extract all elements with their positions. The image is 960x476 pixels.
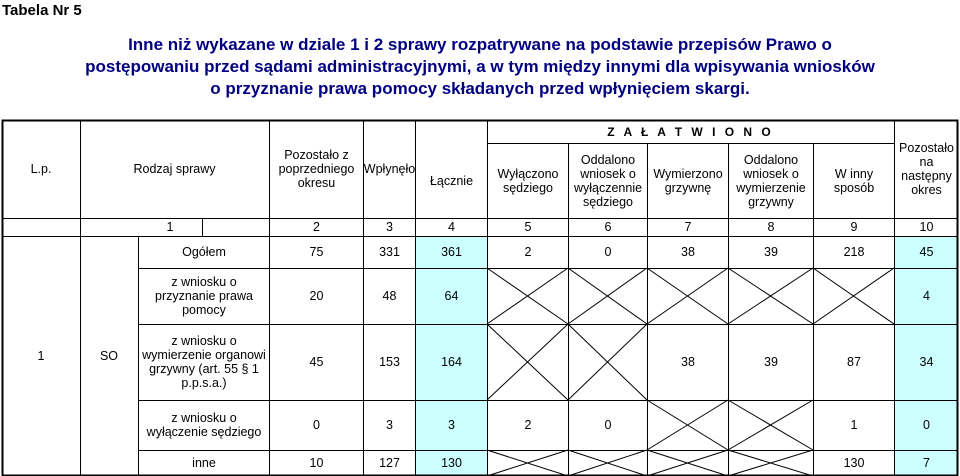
header-lacznie: Łącznie — [429, 173, 474, 188]
cell: 7 — [923, 456, 930, 470]
cell: 0 — [923, 418, 930, 432]
cell: 2 — [524, 245, 532, 259]
header-pozostalo-z: Pozostało z poprzedniego okresu — [278, 148, 355, 190]
row-code: SO — [99, 349, 119, 363]
header-oddalono-wylaczenie: Oddalono wniosek o wyłączennie sędziego — [573, 152, 643, 209]
row-label: z wniosku o przyznanie prawa pomocy — [155, 275, 253, 317]
title-line-2: postępowaniu przed sądami administracyjnymi, a w tym między innymi dla wpisywania wniosków — [85, 57, 875, 76]
column-number: 9 — [850, 220, 858, 234]
header-zalatwiono: Z A Ł A T W I O N O — [607, 125, 774, 139]
row-label: Ogółem — [182, 245, 226, 259]
cell: 39 — [764, 245, 778, 259]
title-line-1: Inne niż wykazane w dziale 1 i 2 sprawy rozpatrywane na podstawie przepisów Prawo o — [128, 35, 832, 54]
cell: 10 — [309, 456, 324, 470]
column-number: 3 — [386, 220, 393, 234]
cell: 45 — [309, 355, 324, 369]
cell: 87 — [847, 355, 861, 369]
cell: 153 — [379, 355, 400, 369]
table-label: Tabela Nr 5 — [2, 2, 82, 19]
cell: 3 — [448, 418, 455, 432]
column-number: 8 — [767, 220, 775, 234]
cell: 75 — [309, 245, 324, 259]
cell: 130 — [843, 456, 865, 470]
row-label: z wniosku o wymierzenie organowi grzywny (art. 55 § 1 p.p.s.a.) — [142, 334, 266, 390]
header-wylaczono: Wyłączono sędziego — [497, 166, 559, 195]
header-pozostalo-na: Pozostało na następny okres — [899, 141, 954, 197]
cell: 1 — [850, 418, 858, 432]
header-oddalono-grzywna: Oddalono wniosek o wymierzenie grzywny — [736, 152, 806, 209]
cell: 130 — [441, 456, 462, 470]
column-number: 1 — [166, 220, 174, 234]
cell: 3 — [386, 418, 393, 432]
cell: 48 — [382, 289, 397, 303]
cell: 218 — [843, 245, 865, 259]
cell: 0 — [604, 418, 612, 432]
column-number: 6 — [604, 220, 612, 234]
cell: 331 — [379, 245, 400, 259]
cell: 4 — [923, 289, 930, 303]
header-wymierzono: Wymierzono grzywnę — [653, 166, 723, 195]
row-label: inne — [192, 456, 216, 470]
row-lp: 1 — [37, 349, 45, 363]
cell: 0 — [313, 418, 320, 432]
title-line-3: o przyznanie prawa pomocy składanych przed wpłynięciem skargi. — [210, 79, 750, 98]
cell: 34 — [919, 355, 934, 369]
column-number: 10 — [919, 220, 934, 234]
row-label: z wniosku o wyłączenie sędziego — [146, 411, 262, 439]
column-number: 4 — [448, 220, 455, 234]
cell: 39 — [764, 355, 778, 369]
column-number: 2 — [313, 220, 320, 234]
cell: 361 — [441, 245, 462, 259]
cell: 164 — [441, 355, 462, 369]
cell: 38 — [681, 245, 695, 259]
cell: 0 — [604, 245, 612, 259]
cell: 2 — [524, 418, 532, 432]
column-number: 7 — [684, 220, 692, 234]
cell: 127 — [379, 456, 400, 470]
header-lp: L.p. — [30, 162, 52, 176]
cell: 64 — [444, 289, 459, 303]
header-w-inny-sposob: W inny sposób — [833, 166, 875, 195]
header-wplynelo: Wpłynęło — [363, 162, 416, 176]
cell: 20 — [309, 289, 324, 303]
cell: 45 — [919, 245, 934, 259]
header-rodzaj-sprawy: Rodzaj sprawy — [133, 162, 216, 176]
column-number: 5 — [524, 220, 532, 234]
cell: 38 — [681, 355, 695, 369]
